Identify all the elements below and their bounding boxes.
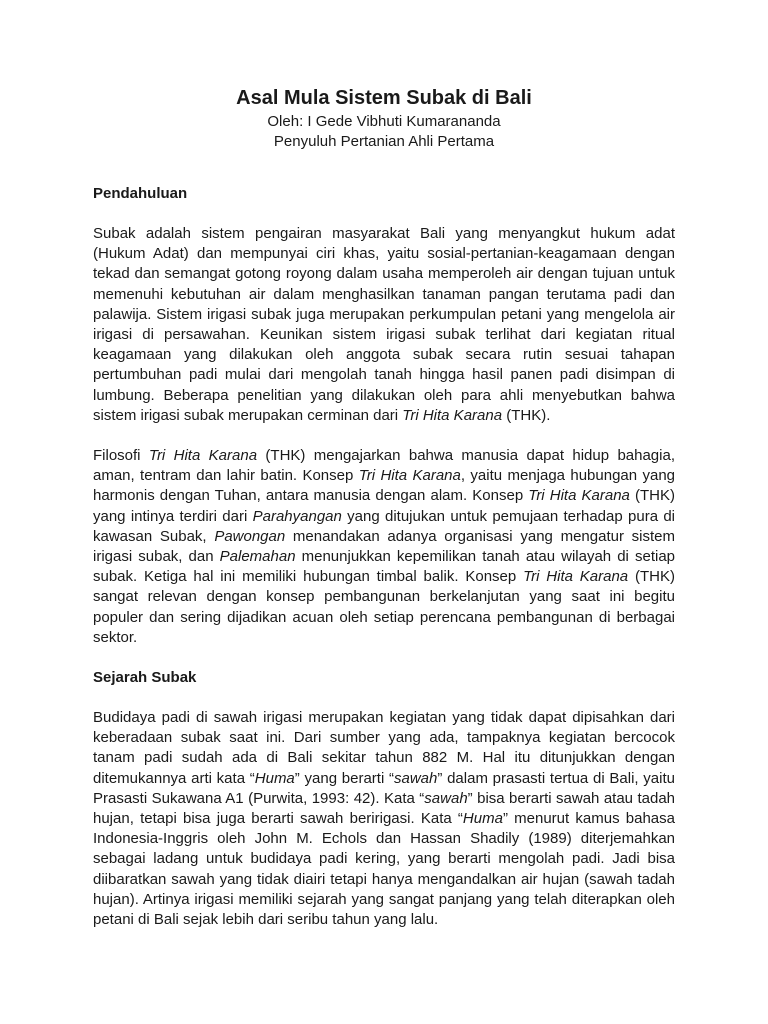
section-heading-sejarah-subak: Sejarah Subak — [93, 669, 197, 687]
author-role-line: Penyuluh Pertanian Ahli Pertama — [273, 133, 495, 150]
italic-term: sawah — [394, 769, 438, 787]
document-title: Asal Mula Sistem Subak di Bali — [236, 87, 532, 109]
spacer — [93, 688, 675, 708]
paragraph: Filosofi Tri Hita Karana (THK) mengajarkan bahwa manusia dapat hidup bahagia, aman, tentram dan lahir batin. Konsep Tri Hita Karana, yaitu menjaga hubungan yang harmonis dengan Tuhan, antara manusia dengan alam. Konsep Tri Hita Karana (THK) yang intinya terdiri dari Parahyangan yang ditujukan untuk pemujaan terhadap pura di kawasan Subak, Pawongan menandakan adanya organisasi yang mengatur sistem irigasi subak, dan Palemahan menunjukkan kepemilikan tanah atau wilayah di setiap subak. Ketiga hal ini memiliki hubungan timbal balik. Konsep Tri Hita Karana (THK) sangat relevan dengan konsep pembangunan berkelanjutan yang saat ini begitu populer dan sering dijadikan acuan oleh setiap perencana pembangunan di berbagai sektor. — [93, 447, 676, 646]
italic-term: Pawongan — [214, 527, 286, 545]
section-heading-pendahuluan: Pendahuluan — [93, 185, 188, 202]
italic-term: Huma — [254, 769, 295, 787]
italic-term: sawah — [424, 789, 468, 807]
spacer — [93, 204, 675, 224]
spacer — [93, 648, 675, 668]
italic-term: Tri Hita Karana — [523, 568, 629, 586]
document-page — [93, 84, 675, 930]
italic-term: Parahyangan — [252, 507, 342, 525]
spacer — [93, 426, 675, 446]
paragraph: Budidaya padi di sawah irigasi merupakan kegiatan yang tidak dapat dipisahkan dari keberadaan subak saat ini. Dari sumber yang ada, tampaknya kegiatan bercocok tanam padi sudah ada di Bali sekitar tahun 882 M. Hal itu ditunjukkan dengan ditemukannya arti kata “Huma” yang berarti “sawah” dalam prasasti tertua di Bali, yaitu Prasasti Sukawana A1 (Purwita, 1993: 42). Kata “sawah” bisa berarti sawah atau tadah hujan, tetapi bisa juga berarti sawah beririgasi. Kata “Huma” menurut kamus bahasa Indonesia-Inggris oleh John M. Echols dan Hassan Shadily (1989) diterjemahkan sebagai ladang untuk budidaya padi kering, yang berarti mengolah padi. Jadi bisa diibaratkan sawah yang tidak diairi tetapi hanya mengandalkan air hujan (sawah tadah hujan). Artinya irigasi memiliki sejarah yang sangat panjang yang telah diterapkan oleh petani di Bali sejak lebih dari seribu tahun yang lalu. — [93, 709, 675, 929]
paragraph: Subak adalah sistem pengairan masyarakat Bali yang menyangkut hukum adat (Hukum Adat) dan mempunyai ciri khas, yaitu sosial-pertanian-keagamaan dengan tekad dan semangat gotong royong dalam usaha memperoleh air dengan tujuan untuk memenuhi kebutuhan air dalam menghasilkan tanaman pangan terutama padi dan palawija. Sistem irigasi subak juga merupakan perkumpulan petani yang mengelola air irigasi di persawahan. Keunikan sistem irigasi subak terlihat dari kegiatan ritual keagamaan yang dilakukan oleh anggota subak secara rutin sesuai tahapan pertumbuhan padi mulai dari mengolah tanah hingga hasil panen padi disimpan di lumbung. Beberapa penelitian yang dilakukan oleh para ahli menyebutkan bahwa sistem irigasi subak merupakan cerminan dari Tri Hita Karana (THK). — [93, 225, 675, 424]
italic-term: Tri Hita Karana — [402, 406, 503, 424]
italic-term: Tri Hita Karana — [358, 467, 461, 485]
italic-term: Tri Hita Karana — [148, 447, 258, 465]
italic-term: Tri Hita Karana — [528, 487, 630, 505]
italic-term: Huma — [462, 810, 503, 828]
author-line: Oleh: I Gede Vibhuti Kumarananda — [267, 113, 501, 130]
spacer — [93, 152, 675, 184]
italic-term: Palemahan — [219, 548, 296, 566]
